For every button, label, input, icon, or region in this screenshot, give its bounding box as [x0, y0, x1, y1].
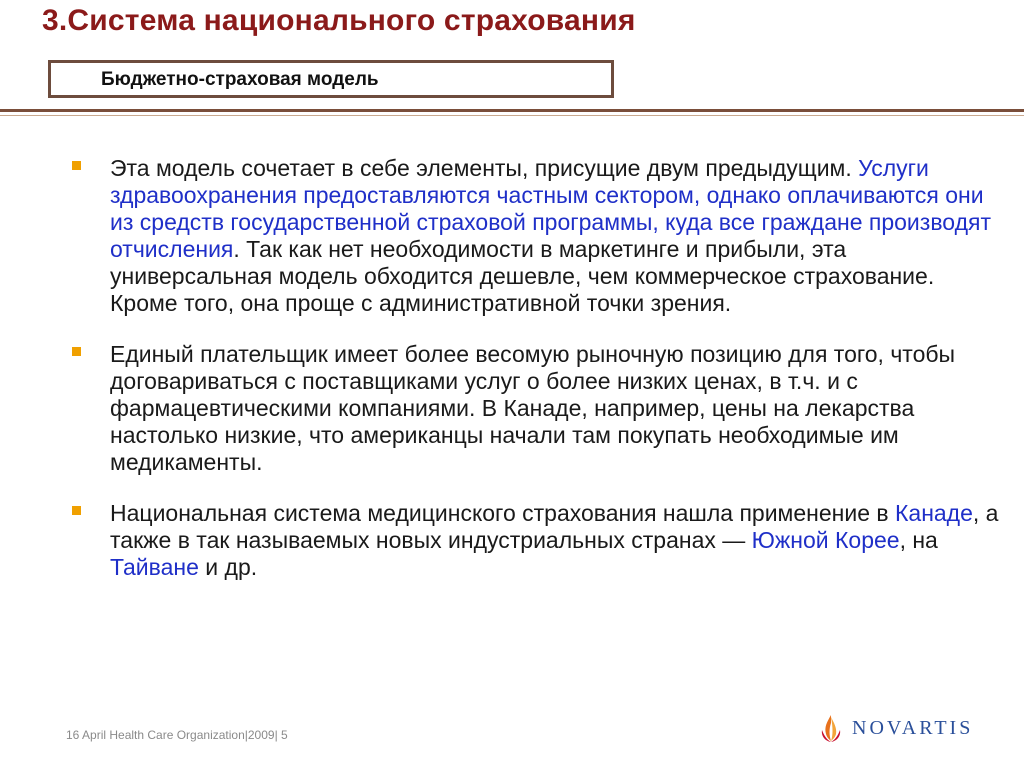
- highlighted-text: Услуги здравоохранения предоставляются частным сектором, однако оплачиваются они из средств государственной страховой программы, куда все граждане производят отчисления: [110, 155, 991, 262]
- bullet-marker-icon: [72, 347, 81, 356]
- bullet-item: [72, 341, 1002, 476]
- bullet-text: , на: [899, 527, 938, 553]
- highlighted-text: Канаде: [895, 500, 973, 526]
- novartis-logo: [818, 713, 973, 743]
- subtitle-box: [48, 60, 614, 98]
- bullet-item: [72, 155, 1002, 317]
- bullet-text: Национальная система медицинского страхования нашла применение в: [110, 500, 895, 526]
- novartis-flame-icon: [818, 713, 844, 743]
- bullet-list: [72, 155, 1002, 581]
- slide-title: 3.Система национального страхования: [42, 4, 636, 37]
- bullet-text: . Так как нет необходимости в маркетинге и прибыли, эта универсальная модель обходится дешевле, чем коммерческое страхование. Кроме того, она проще с административной точки зрения.: [110, 236, 935, 316]
- bullet-marker-icon: [72, 506, 81, 515]
- highlighted-text: Тайване: [110, 554, 199, 580]
- bullet-text: Единый плательщик имеет более весомую рыночную позицию для того, чтобы договариваться с поставщиками услуг о более низких ценах, в т.ч. и с фармацевтическими компаниями. В Канаде, например, цены на лекарства настолько низкие, что американцы начали там покупать необходимые им медикаменты.: [110, 341, 956, 475]
- bullet-text: , а также в так называемых новых индустриальных странах —: [110, 500, 999, 553]
- header-rule-thin: [0, 115, 1024, 116]
- header-rule: [0, 109, 1024, 112]
- bullet-text: Эта модель сочетает в себе элементы, присущие двум предыдущим.: [110, 155, 859, 181]
- bullet-marker-icon: [72, 161, 81, 170]
- bullet-text: и др.: [198, 554, 258, 580]
- logo-text: NOVARTIS: [852, 716, 974, 739]
- bullet-item: [72, 500, 1002, 581]
- footer-text: 16 April Health Care Organization|2009| 5: [66, 728, 288, 742]
- highlighted-text: Южной Корее: [751, 527, 900, 553]
- subtitle-text: Бюджетно-страховая модель: [101, 69, 379, 90]
